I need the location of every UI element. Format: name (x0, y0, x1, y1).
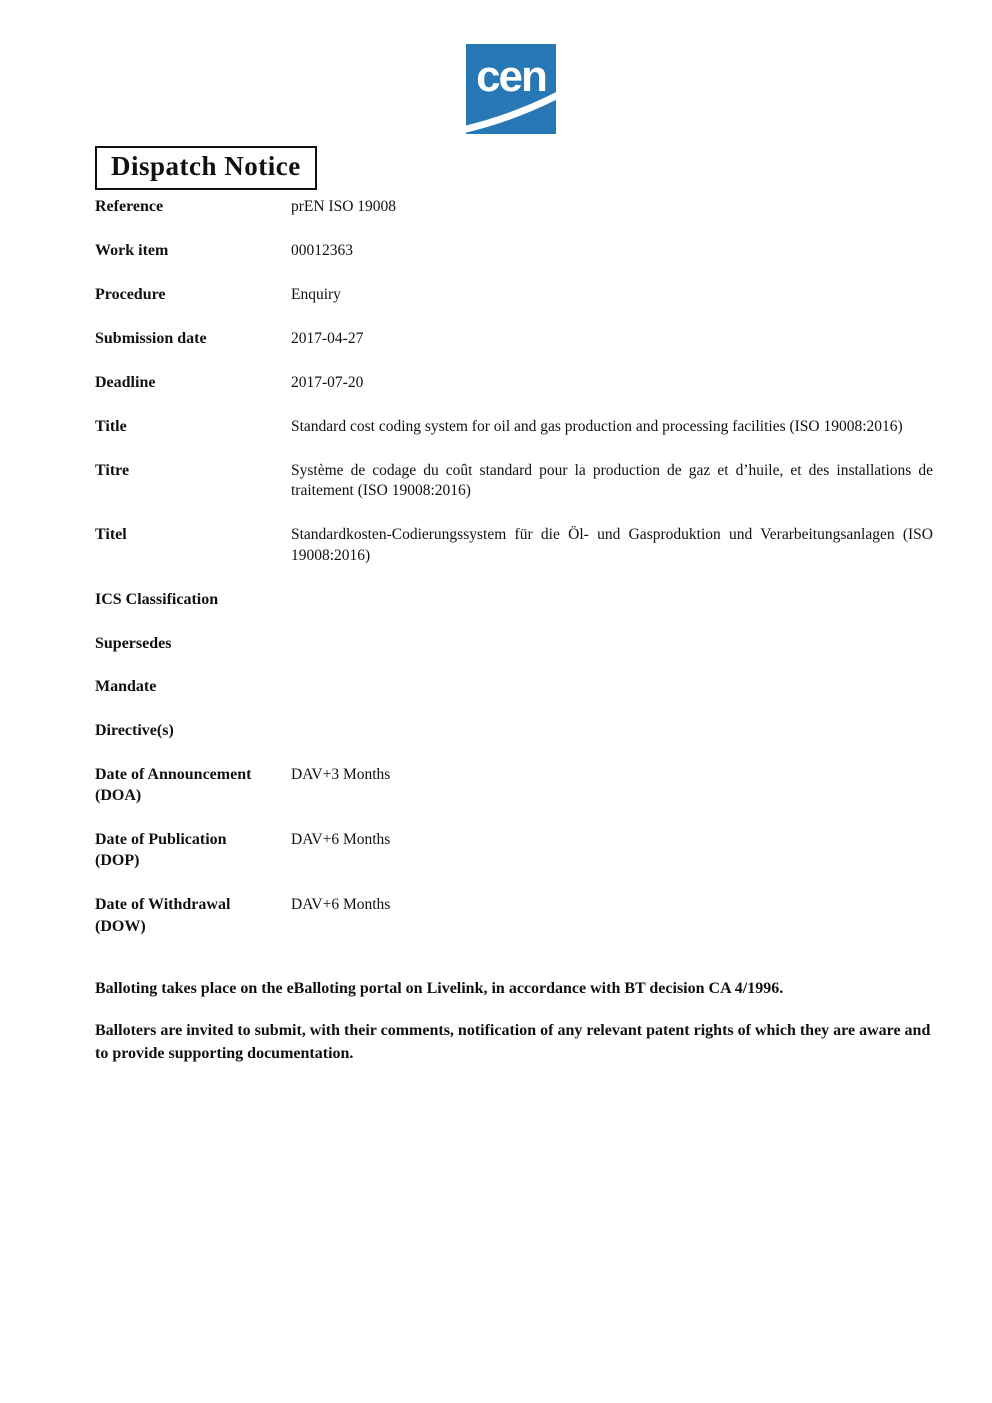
field-label: Date of Announcement (DOA) (95, 765, 252, 805)
field-row (95, 676, 933, 698)
field-row (95, 328, 933, 350)
field-value (291, 589, 933, 590)
field-label: Work item (95, 241, 169, 259)
field-row (95, 589, 933, 611)
field-row (95, 720, 933, 742)
field-label: Procedure (95, 285, 166, 303)
field-value: prEN ISO 19008 (291, 198, 397, 215)
field-value: Standard cost coding system for oil and gas production and processing facilities (ISO 19008:2016) (291, 417, 903, 435)
page-title: Dispatch Notice (111, 151, 301, 181)
field-value (291, 633, 933, 634)
field-value (291, 676, 933, 677)
footer-notes (95, 978, 933, 1085)
field-row (95, 524, 933, 567)
field-row (95, 633, 933, 655)
field-row (95, 240, 933, 262)
cen-logo-graphic (466, 44, 556, 134)
field-label: Titel (95, 526, 127, 544)
field-row (95, 416, 933, 438)
field-value: 00012363 (291, 241, 353, 259)
field-label: Reference (95, 198, 164, 215)
field-row (95, 829, 933, 872)
field-label: ICS Classification (95, 591, 219, 609)
field-row (95, 284, 933, 306)
field-value: DAV+6 Months (291, 830, 391, 848)
field-label: Date of Withdrawal (DOW) (95, 895, 231, 935)
field-label: Title (95, 417, 127, 435)
field-label: Deadline (95, 373, 156, 391)
field-row (95, 372, 933, 394)
field-label: Mandate (95, 678, 157, 696)
field-label: Supersedes (95, 634, 172, 652)
balloting-note: Balloting takes place on the eBalloting portal on Livelink, in accordance with BT decision CA 4/1996. (95, 980, 784, 997)
fields-table (95, 196, 933, 959)
field-value: Enquiry (291, 285, 341, 303)
field-value: Système de codage du coût standard pour la production de gaz et d’huile, et des installations de traitement (ISO 19008:2016) (291, 461, 933, 500)
patent-rights-note: Balloters are invited to submit, with their comments, notification of any relevant patent rights of which they are aware and to provide supporting documentation. (95, 1022, 931, 1062)
field-value: Standardkosten-Codierungssystem für die Öl- und Gasproduktion und Verarbeitungsanlagen (ISO 19008:2016) (291, 526, 933, 565)
field-value (291, 720, 933, 721)
field-row (95, 196, 933, 218)
cen-logo (466, 44, 556, 134)
field-value: DAV+6 Months (291, 895, 391, 913)
field-value: 2017-07-20 (291, 373, 364, 391)
field-row (95, 894, 933, 937)
field-value: DAV+3 Months (291, 765, 391, 783)
field-label: Date of Publication (DOP) (95, 830, 227, 870)
field-label: Submission date (95, 329, 207, 347)
field-label: Directive(s) (95, 722, 174, 739)
field-row (95, 764, 933, 807)
field-label: Titre (95, 461, 130, 479)
field-value: 2017-04-27 (291, 329, 364, 347)
page-title-box (95, 146, 317, 190)
field-row (95, 460, 933, 503)
cen-logo-text: cen (476, 52, 546, 101)
